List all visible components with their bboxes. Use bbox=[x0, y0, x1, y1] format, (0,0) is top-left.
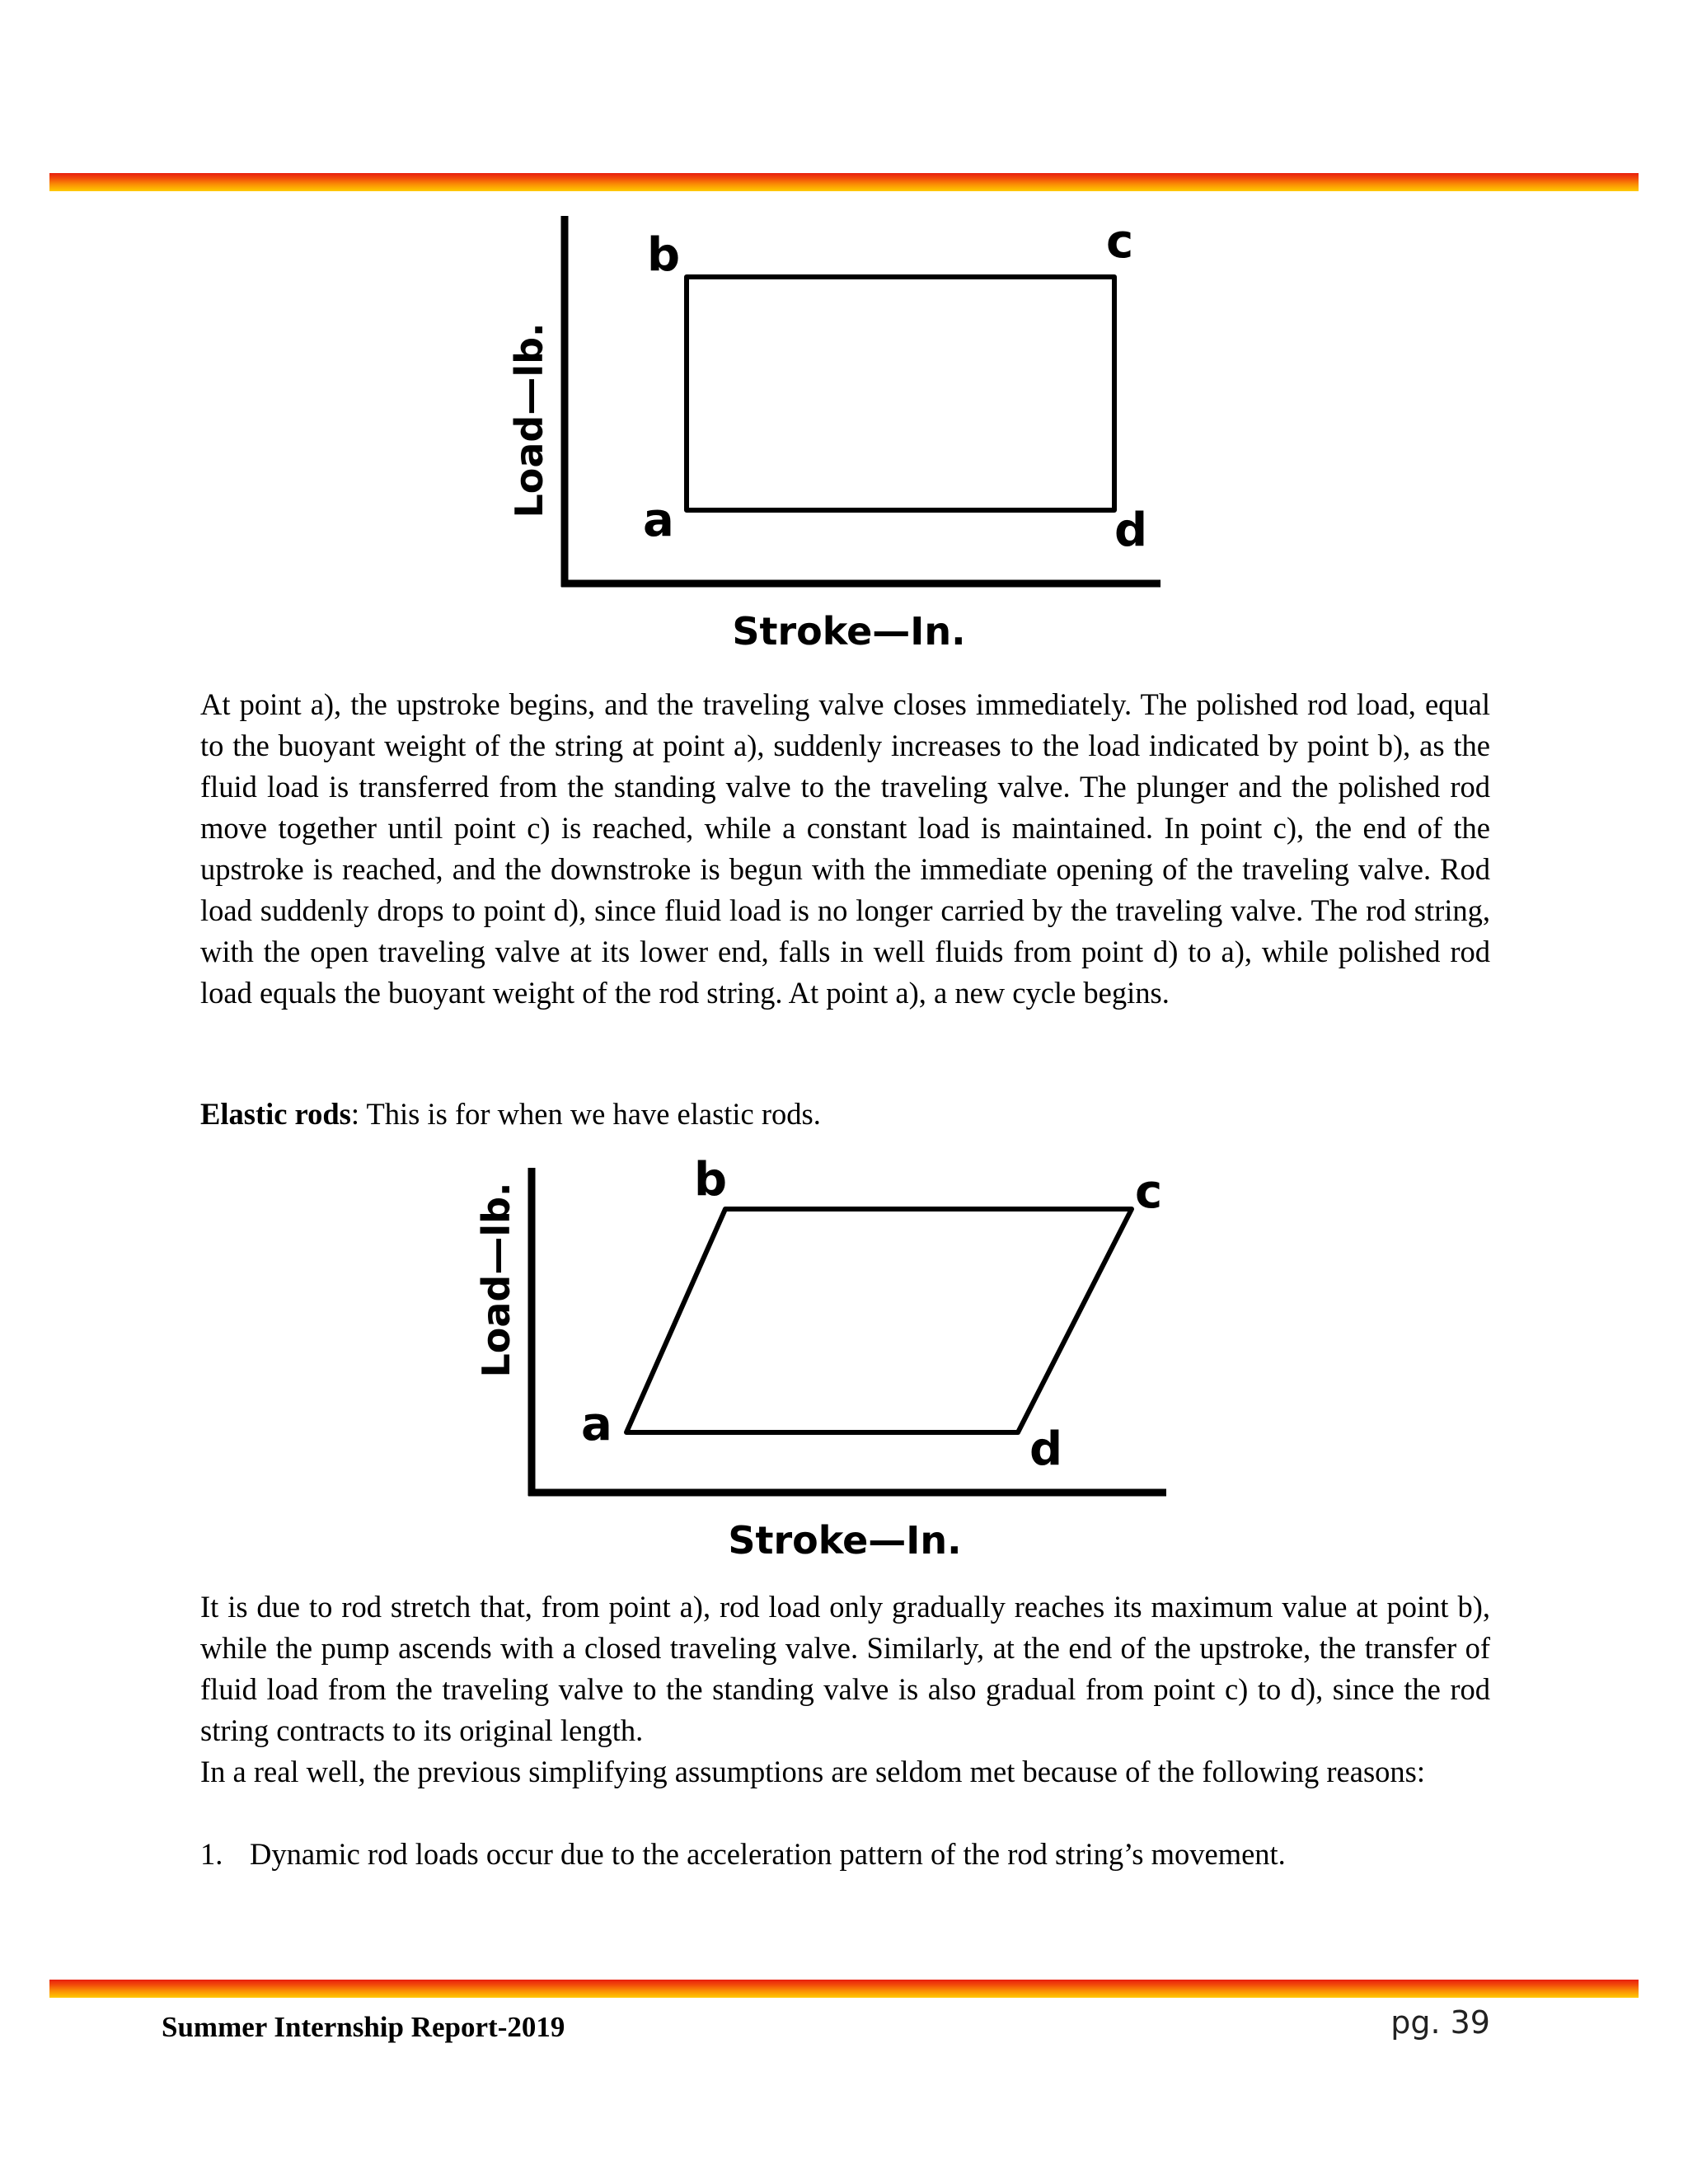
paragraph2-text: It is due to rod stretch that, from point a), rod load only gradually reaches its maximum value at point b), while the pump ascends with a closed traveling valve. Similarly, at the end of the upstroke, the transfer of fluid load from the traveling valve to the standing valve is also gradual from point c) to d), since the rod string contracts to its original length. bbox=[200, 1590, 1490, 1747]
fig1-point-a: a bbox=[643, 494, 674, 547]
figure-rigid-rod-card bbox=[486, 206, 1187, 659]
elastic-rods-text: : This is for when we have elastic rods. bbox=[350, 1097, 821, 1131]
fig1-card-outline bbox=[687, 277, 1114, 510]
list-item-1 bbox=[200, 1834, 1490, 1875]
list-item-number: 1. bbox=[200, 1837, 223, 1871]
fig1-x-label: Stroke—In. bbox=[732, 609, 966, 654]
fig2-card-outline bbox=[626, 1209, 1132, 1432]
paragraph3-text: In a real well, the previous simplifying assumptions are seldom met because of the following reasons: bbox=[200, 1755, 1426, 1788]
figure-elastic-rod-card bbox=[457, 1150, 1183, 1578]
fig2-point-d: d bbox=[1029, 1422, 1063, 1476]
fig1-point-c: c bbox=[1106, 215, 1134, 269]
fig2-point-c: c bbox=[1135, 1165, 1163, 1219]
fig2-point-a: a bbox=[581, 1398, 612, 1451]
paragraph-real-well bbox=[200, 1751, 1490, 1793]
fig2-y-label: Load—lb. bbox=[474, 1182, 518, 1378]
footer-color-band bbox=[49, 1980, 1639, 1998]
paragraph-rigid-rod-explanation bbox=[200, 684, 1490, 1014]
header-color-band bbox=[49, 173, 1639, 191]
paragraph-elastic-rod-explanation bbox=[200, 1586, 1490, 1751]
fig2-point-b: b bbox=[694, 1153, 728, 1207]
elastic-rods-line bbox=[200, 1094, 1490, 1135]
paragraph1-text: At point a), the upstroke begins, and the traveling valve closes immediately. The polished rod load, equal to the buoyant weight of the string at point a), suddenly increases to the load indicated by point b), as the fluid load is transferred from the standing valve to the traveling valve. The plunger and the polished rod move together until point c) is reached, while a constant load is maintained. In point c), the end of the upstroke is reached, and the downstroke is begun with the immediate opening of the traveling valve. Rod load suddenly drops to point d), since fluid load is no longer carried by the traveling valve. The rod string, with the open traveling valve at its lower end, falls in well fluids from point d) to a), while polished rod load equals the buoyant weight of the rod string. At point a), a new cycle begins. bbox=[200, 687, 1490, 1010]
fig1-point-d: d bbox=[1114, 504, 1148, 557]
fig2-x-label: Stroke—In. bbox=[728, 1518, 962, 1563]
fig1-point-b: b bbox=[647, 228, 681, 282]
fig1-y-label: Load—lb. bbox=[507, 322, 551, 518]
elastic-rods-title: Elastic rods bbox=[200, 1097, 351, 1131]
footer-report-title: Summer Internship Report-2019 bbox=[162, 2011, 565, 2043]
list-item-text: Dynamic rod loads occur due to the acceleration pattern of the rod string’s movement. bbox=[250, 1837, 1286, 1871]
footer-page-number: pg. 39 bbox=[1390, 2004, 1490, 2041]
